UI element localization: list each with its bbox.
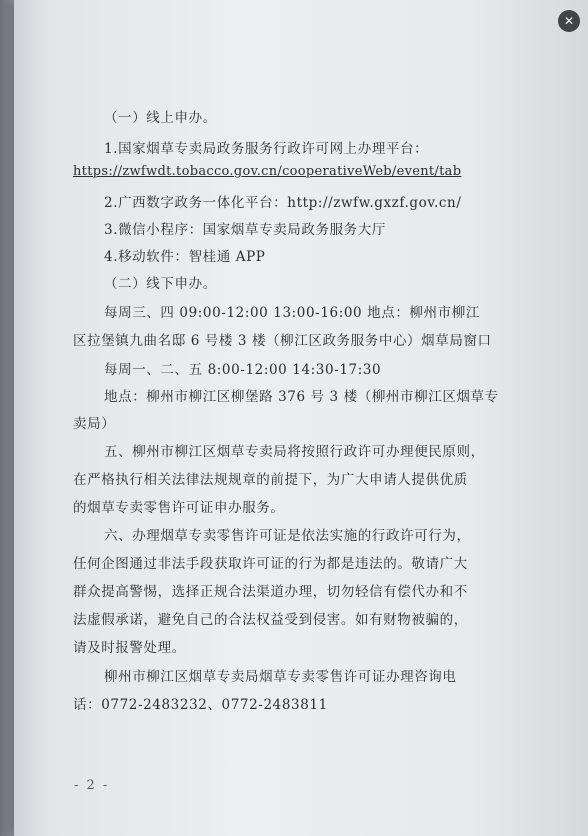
contact-line-1: 柳州市柳江区烟草专卖局烟草专卖零售许可证办理咨询电 [104, 669, 457, 685]
offline-address-2-cont: 卖局） [73, 416, 116, 432]
section-online-heading: （一）线上申办。 [104, 110, 217, 126]
close-icon[interactable]: ✕ [558, 10, 580, 32]
section-offline-heading: （二）线下申办。 [104, 276, 217, 292]
item-1-label: 1.国家烟草专卖局政务服务行政许可网上办理平台： [104, 141, 429, 157]
tobacco-platform-link[interactable]: https://zwfwdt.tobacco.gov.cn/cooperativeWeb/event/tab [73, 164, 462, 179]
offline-address-1: 区拉堡镇九曲名邸 6 号楼 3 楼（柳江区政务服务中心）烟草局窗口 [73, 333, 492, 349]
paragraph-6-line-1: 六、办理烟草专卖零售许可证是依法实施的行政许可行为， [104, 528, 471, 544]
paragraph-6-line-5: 请及时报警处理。 [73, 640, 186, 656]
offline-address-2: 地点：柳州市柳江区柳堡路 376 号 3 楼（柳州市柳江区烟草专 [104, 389, 499, 405]
paragraph-6-line-3: 群众提高警惕，选择正规合法渠道办理，切勿轻信有偿代办和不 [73, 584, 468, 600]
offline-schedule-1: 每周三、四 09:00-12:00 13:00-16:00 地点：柳州市柳江 [104, 305, 480, 321]
item-2-guangxi-platform: 2.广西数字政务一体化平台：http://zwfw.gxzf.gov.cn/ [104, 195, 462, 211]
paragraph-6-line-4: 法虚假承诺，避免自己的合法权益受到侵害。如有财物被骗的， [73, 612, 468, 628]
page-number: - 2 - [74, 778, 110, 793]
contact-phone-line: 话：0772-2483232、0772-2483811 [73, 697, 328, 713]
paragraph-5-line-3: 的烟草专卖零售许可证申办服务。 [73, 500, 285, 516]
offline-schedule-2: 每周一、二、五 8:00-12:00 14:30-17:30 [104, 362, 382, 378]
paragraph-6-line-2: 任何企图通过非法手段获取许可证的行为都是违法的。敬请广大 [73, 556, 468, 572]
item-4-mobile-app: 4.移动软件：智桂通 APP [104, 249, 266, 265]
paragraph-5-line-1: 五、柳州市柳江区烟草专卖局将按照行政许可办理便民原则， [104, 444, 485, 460]
paragraph-5-line-2: 在严格执行相关法律法规规章的前提下，为广大申请人提供优质 [73, 472, 468, 488]
item-3-wechat-miniprogram: 3.微信小程序：国家烟草专卖局政务服务大厅 [104, 222, 386, 238]
